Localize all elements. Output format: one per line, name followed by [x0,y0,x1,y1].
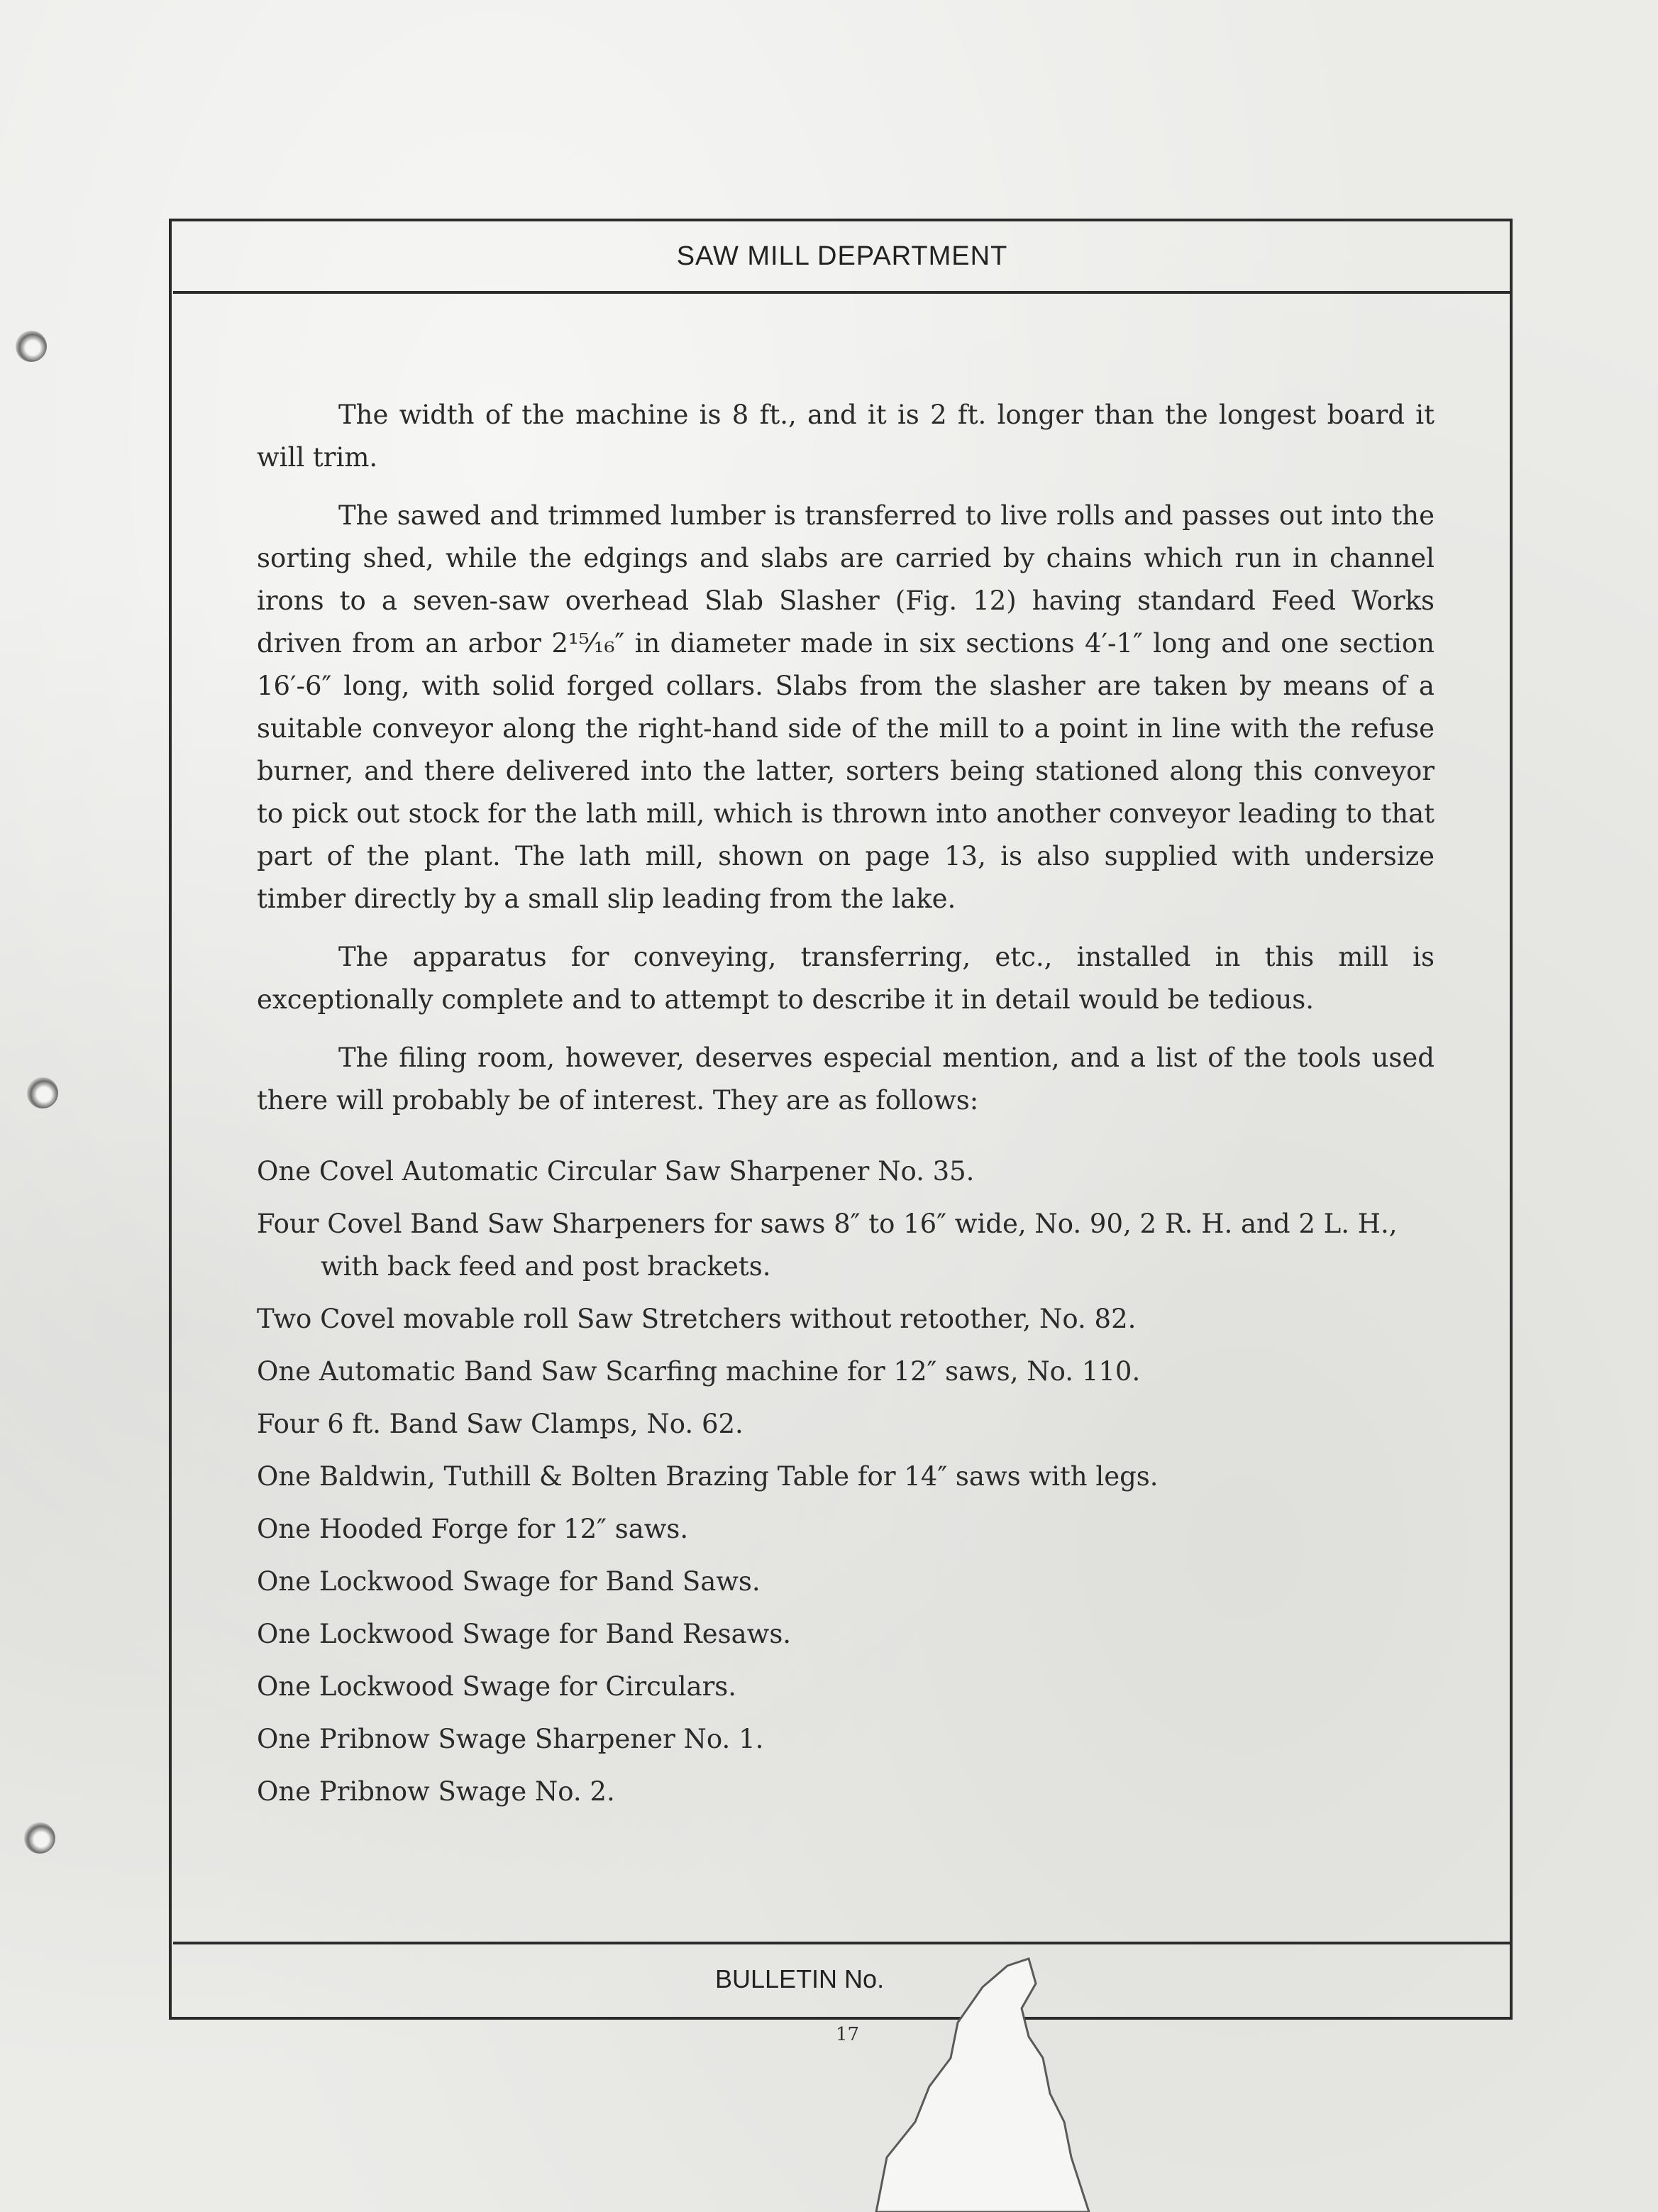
header-divider [173,291,1511,294]
list-item: Four Covel Band Saw Sharpeners for saws 8″ to 16″ wide, No. 90, 2 R. H. and 2 L. H., with back feed and post brackets. [257,1209,1398,1282]
list-item: One Automatic Band Saw Scarfing machine for 12″ saws, No. 110. [257,1356,1141,1387]
page-title: SAW MILL DEPARTMENT [676,241,1008,271]
punch-hole-3 [24,1822,55,1854]
list-item: One Pribnow Swage Sharpener No. 1. [257,1724,764,1754]
paragraph-lumber-transfer: The sawed and trimmed lumber is transferred to live rolls and passes out into the sorting shed, while the edgings and slabs are carried by chains which run in channel irons to a seven-saw overhead Slab Slasher (Fig. 12) having standard Feed Works driven from an arbor 2¹⁵⁄₁₆″ in diameter made in six sections 4′-1″ long and one section 16′-6″ long, with solid forged collars. Slabs from the slasher are taken by means of a suitable conveyor along the right-hand side of the mill to a point in line with the refuse burner, and there delivered into the latter, sorters being stationed along this conveyor to pick out stock for the lath mill, which is thrown into another conveyor leading to that part of the plant. The lath mill, shown on page 13, is also supplied with undersize timber directly by a small slip leading from the lake. [257,500,1435,914]
punch-hole-1 [16,331,47,362]
article-body [257,394,1435,1823]
punch-hole-2 [27,1077,58,1108]
list-item: One Pribnow Swage No. 2. [257,1776,615,1807]
paragraph-filing-room: The filing room, however, deserves especial mention, and a list of the tools used there will probably be of interest. They are as follows: [257,1042,1435,1116]
bulletin-label: BULLETIN No. [715,1964,885,1993]
tool-list [257,1150,1435,1813]
list-item: One Covel Automatic Circular Saw Sharpener No. 35. [257,1156,975,1187]
list-item: One Lockwood Swage for Band Resaws. [257,1619,792,1649]
torn-paper-hole [809,1944,1093,2212]
page-number: 17 [836,2024,860,2045]
list-item: Four 6 ft. Band Saw Clamps, No. 62. [257,1409,744,1439]
paragraph-apparatus: The apparatus for conveying, transferring, etc., installed in this mill is exceptionally complete and to attempt to describe it in detail would be tedious. [257,942,1435,1015]
list-item: One Hooded Forge for 12″ saws. [257,1514,689,1544]
list-item: Two Covel movable roll Saw Stretchers without retoother, No. 82. [257,1304,1137,1334]
list-item: One Lockwood Swage for Band Saws. [257,1566,761,1597]
list-item: One Lockwood Swage for Circulars. [257,1671,737,1702]
paragraph-machine-width: The width of the machine is 8 ft., and it is 2 ft. longer than the longest board it will trim. [257,400,1435,473]
list-item: One Baldwin, Tuthill & Bolten Brazing Table for 14″ saws with legs. [257,1461,1159,1492]
